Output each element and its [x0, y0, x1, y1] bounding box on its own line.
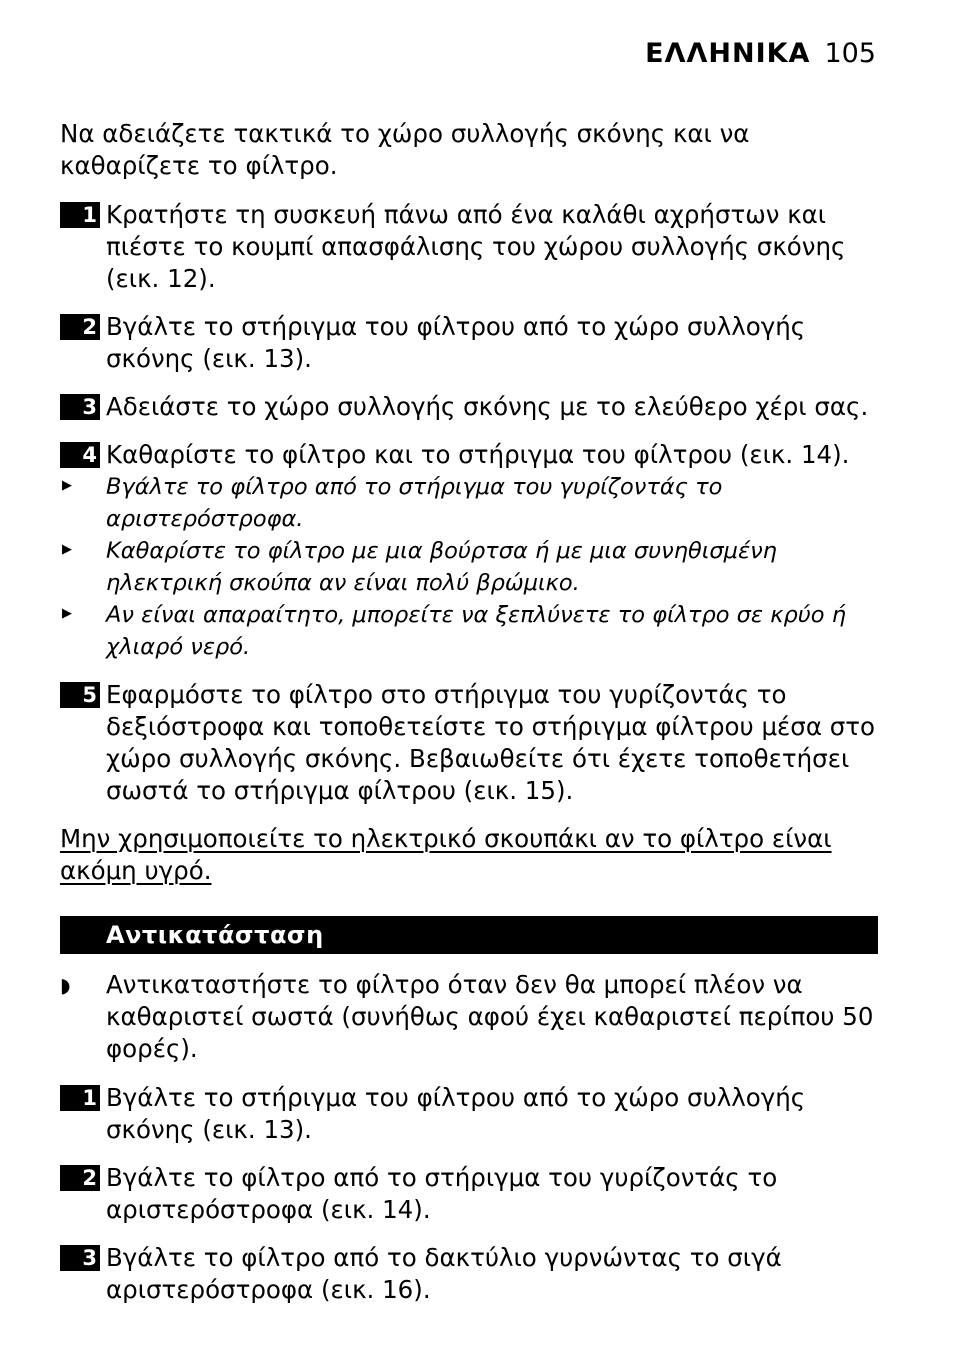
sub-bullet	[60, 599, 878, 663]
replacement-note	[60, 969, 878, 1065]
step-number: 1	[60, 1085, 100, 1111]
bullet-text: Αν είναι απαραίτητο, μπορείτε να ξεπλύνετε το φίλτρο σε κρύο ή χλιαρό νερό.	[106, 602, 846, 660]
step-number: 3	[60, 394, 100, 420]
step-text: Εφαρμόστε το φίλτρο στο στήριγμα του γυρίζοντάς το δεξιόστροφα και τοποθετείστε το στήριγμα φίλτρου μέσα στο χώρο συλλογής σκόνης. Βεβαιωθείτε ότι έχετε τοποθετήσει σωστά το στήριγμα φίλτρου (εικ. 15).	[106, 680, 876, 805]
step-number: 5	[60, 682, 100, 708]
cleaning-step-3	[60, 391, 878, 423]
step-text: Βγάλτε το φίλτρο από το στήριγμα του γυρίζοντάς το αριστερόστροφα (εικ. 14).	[106, 1163, 778, 1224]
triangle-bullet-icon: ▶	[62, 542, 72, 557]
sub-bullet	[60, 471, 878, 535]
step-text: Κρατήστε τη συσκευή πάνω από ένα καλάθι αχρήστων και πιέστε το κουμπί απασφάλισης του χώρου συλλογής σκόνης (εικ. 12).	[106, 200, 846, 293]
warning-paragraph	[60, 823, 878, 887]
step-text: Καθαρίστε το φίλτρο και το στήριγμα του φίλτρου (εικ. 14).	[106, 440, 850, 469]
page-content	[60, 118, 878, 1306]
step-text: Αδειάστε το χώρο συλλογής σκόνης με το ελεύθερο χέρι σας.	[106, 392, 869, 421]
page-header	[645, 36, 876, 72]
language-title: ΕΛΛΗΝΙΚΑ	[645, 38, 811, 69]
replacement-step-3	[60, 1242, 878, 1306]
cleaning-step-2	[60, 311, 878, 375]
bullet-text: Βγάλτε το φίλτρο από το στήριγμα του γυρίζοντάς το αριστερόστροφα.	[106, 474, 723, 532]
sub-bullet-list	[60, 471, 878, 663]
replacement-step-1	[60, 1082, 878, 1146]
step-number: 1	[60, 202, 100, 228]
step-text: Βγάλτε το στήριγμα του φίλτρου από το χώρο συλλογής σκόνης (εικ. 13).	[106, 1083, 806, 1144]
cleaning-step-5	[60, 679, 878, 807]
intro-paragraph: Να αδειάζετε τακτικά το χώρο συλλογής σκόνης και να καθαρίζετε το φίλτρο.	[60, 119, 750, 180]
step-text: Βγάλτε το στήριγμα του φίλτρου από το χώρο συλλογής σκόνης (εικ. 13).	[106, 312, 806, 373]
page-number: 105	[824, 38, 876, 69]
note-text: Αντικαταστήστε το φίλτρο όταν δεν θα μπορεί πλέον να καθαριστεί σωστά (συνήθως αφού έχει καθαριστεί περίπου 50 φορές).	[106, 970, 874, 1063]
sub-bullet	[60, 535, 878, 599]
section-heading-replacement: Αντικατάσταση	[60, 916, 878, 954]
triangle-bullet-icon: ▶	[62, 606, 72, 621]
cleaning-step-1	[60, 199, 878, 295]
cleaning-step-4	[60, 439, 878, 471]
triangle-bullet-icon: ▶	[62, 478, 72, 493]
step-number: 2	[60, 1165, 100, 1191]
warning-text: Μην χρησιμοποιείτε το ηλεκτρικό σκουπάκι αν το φίλτρο είναι ακόμη υγρό.	[60, 824, 832, 885]
bullet-text: Καθαρίστε το φίλτρο με μια βούρτσα ή με μια συνηθισμένη ηλεκτρική σκούπα αν είναι πολύ βρώμικο.	[106, 538, 777, 596]
step-number: 4	[60, 442, 100, 468]
step-number: 2	[60, 314, 100, 340]
half-circle-bullet-icon: ◗	[60, 973, 71, 997]
step-text: Βγάλτε το φίλτρο από το δακτύλιο γυρνώντας το σιγά αριστερόστροφα (εικ. 16).	[106, 1243, 782, 1304]
replacement-step-2	[60, 1162, 878, 1226]
step-number: 3	[60, 1245, 100, 1271]
